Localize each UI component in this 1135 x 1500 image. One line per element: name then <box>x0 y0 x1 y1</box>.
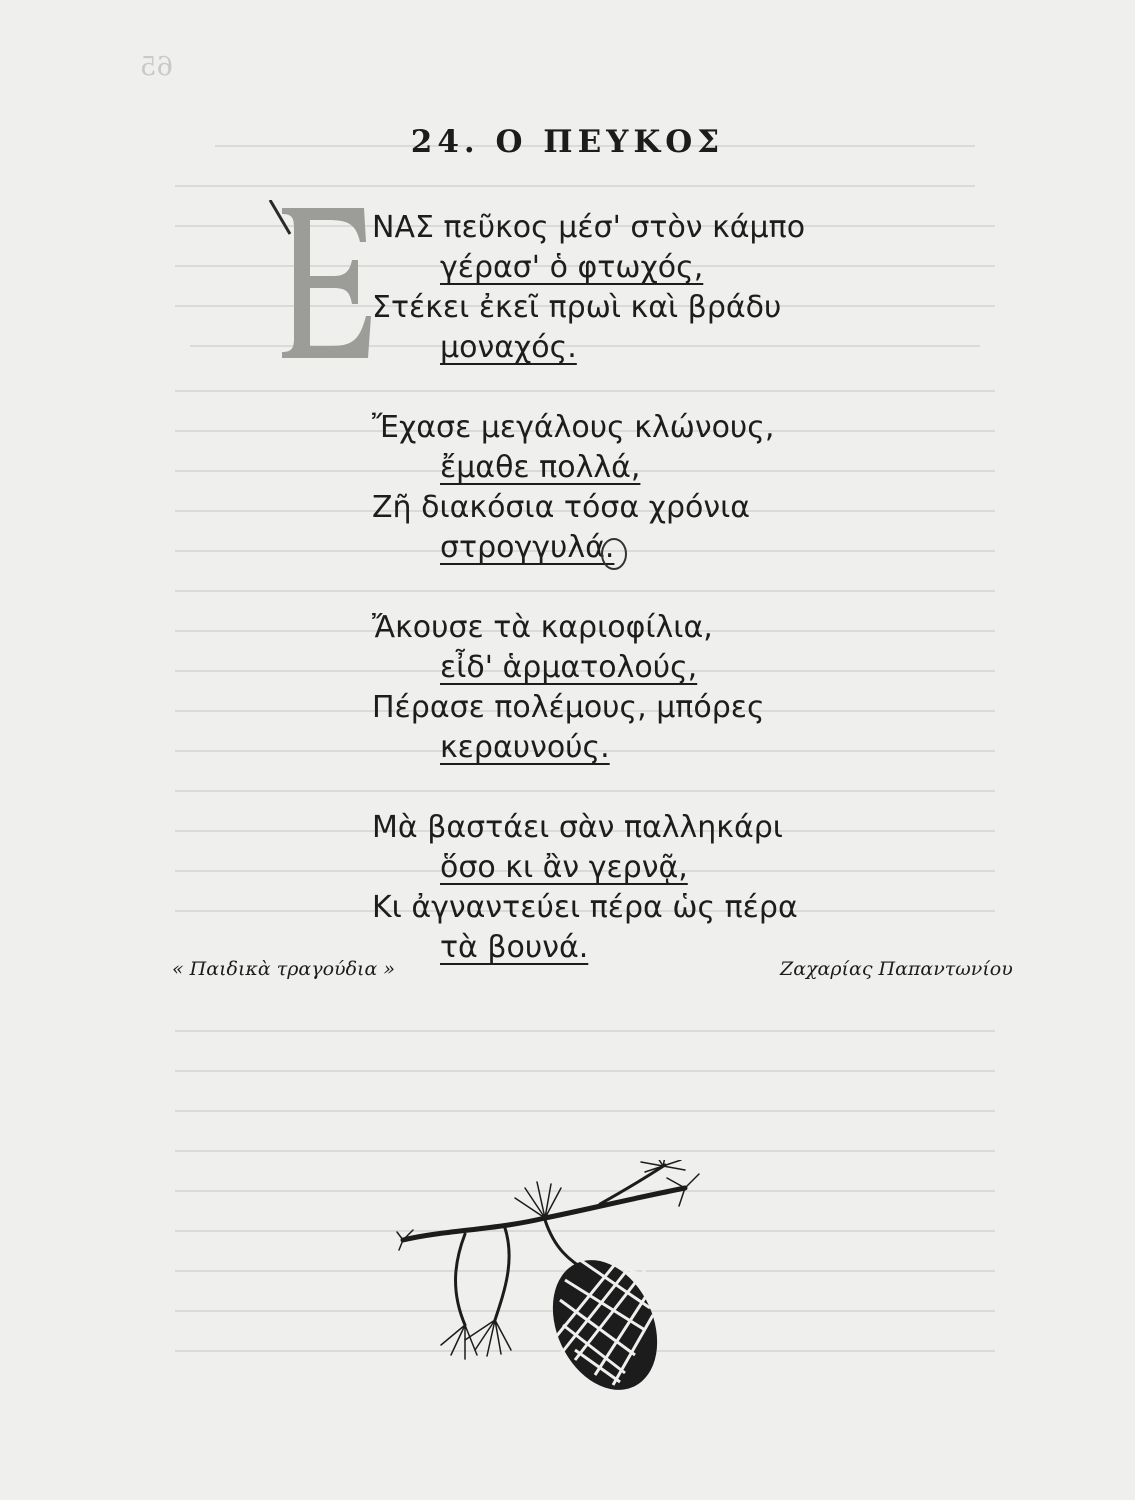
verse-line: στρογγυλά. <box>440 530 615 565</box>
verse-line: κεραυνούς. <box>440 730 610 765</box>
verse-line: ὅσο κι ἂν γερνᾷ, <box>440 850 688 885</box>
verse-line: Ἄκουσε τὰ καριοφίλια, <box>372 610 713 645</box>
ghost-page-number: 65 <box>140 52 174 82</box>
verse-line: ΝΑΣ πεῦκος μέσ' στὸν κάμπο <box>372 210 806 245</box>
author-name: Ζαχαρίας Παπαντωνίου <box>780 958 1013 980</box>
verse-line: γέρασ' ὁ φτωχός, <box>440 250 704 285</box>
handwritten-circle-mark <box>596 534 632 574</box>
verse-line: τὰ βουνά. <box>440 930 589 965</box>
dropcap-letter <box>268 200 372 365</box>
verse-line: μοναχός. <box>440 330 577 365</box>
verse-line: Κι ἀγναντεύει πέρα ὡς πέρα <box>372 890 798 925</box>
pine-branch-illustration <box>395 1160 705 1420</box>
verse-line: Πέρασε πολέμους, μπόρες <box>372 690 765 725</box>
verse-line: Μὰ βαστάει σὰν παλληκάρι <box>372 810 783 845</box>
verse-line: Ζῆ διακόσια τόσα χρόνια <box>372 490 751 525</box>
poem-title: 24. Ο ΠΕΥΚΟΣ <box>410 124 725 160</box>
verse-line: ἔμαθε πολλά, <box>440 450 641 485</box>
verse-line: εἶδ' ἁρματολούς, <box>440 650 698 685</box>
verse-line: Ἔχασε μεγάλους κλώνους, <box>372 410 775 445</box>
verse-line: Στέκει ἐκεῖ πρωὶ καὶ βράδυ <box>372 290 782 325</box>
source-citation: « Παιδικὰ τραγούδια » <box>172 958 395 980</box>
